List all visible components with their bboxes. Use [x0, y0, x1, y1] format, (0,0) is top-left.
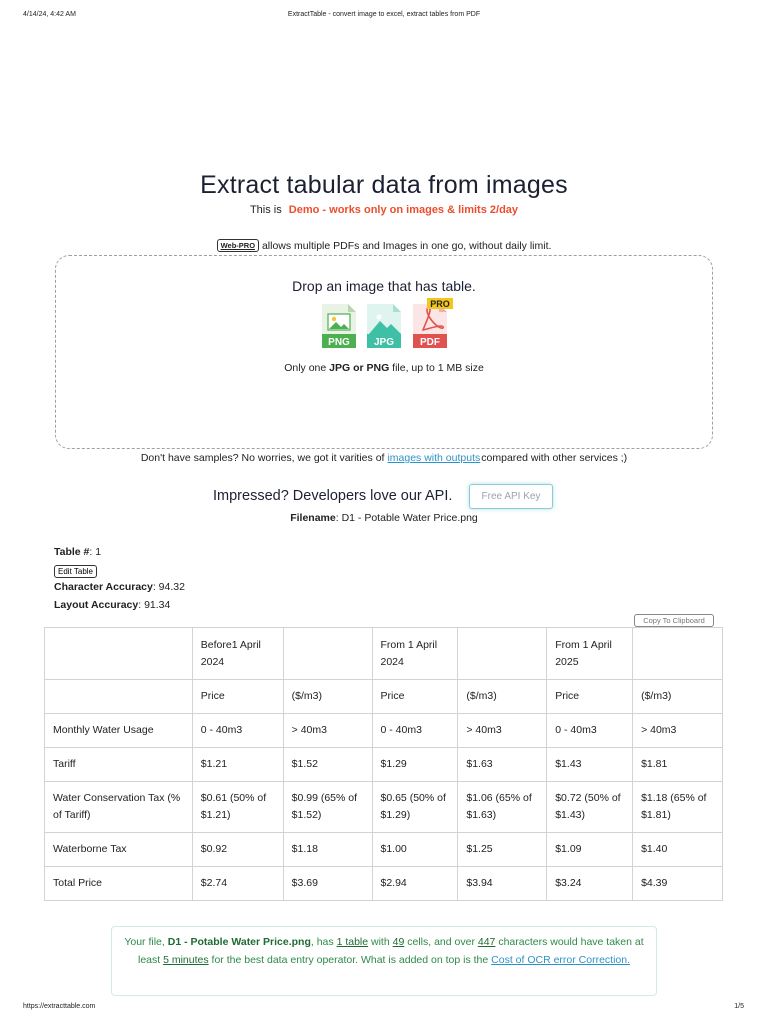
table-cell: $1.81 [633, 748, 723, 782]
table-row [45, 628, 723, 680]
extracted-table [44, 627, 723, 901]
table-cell: $2.74 [192, 867, 283, 901]
webpro-line [0, 239, 768, 252]
samples-line: Don't have samples? No worries, we got it varities of images with outputscompared with other services ;) [140, 452, 628, 464]
table-cell: $1.09 [547, 833, 633, 867]
samples-link[interactable]: images with outputs [387, 452, 481, 464]
table-cell: Total Price [45, 867, 193, 901]
table-cell: $4.39 [633, 867, 723, 901]
table-cell: 0 - 40m3 [192, 714, 283, 748]
table-row [45, 680, 723, 714]
table-cell: Monthly Water Usage [45, 714, 193, 748]
table-cell: 0 - 40m3 [547, 714, 633, 748]
table-cell: Before1 April 2024 [192, 628, 283, 680]
table-cell [45, 628, 193, 680]
table-cell [458, 628, 547, 680]
table-cell: $1.00 [372, 833, 458, 867]
table-cell: 0 - 40m3 [372, 714, 458, 748]
png-label: PNG [328, 337, 350, 348]
table-cell: $0.65 (50% of $1.29) [372, 782, 458, 833]
pdf-label: PDF [420, 337, 440, 348]
demo-line [0, 204, 768, 216]
table-cell: $0.99 (65% of $1.52) [283, 782, 372, 833]
table-cell: > 40m3 [283, 714, 372, 748]
file-note: Only one JPG or PNG file, up to 1 MB size [284, 362, 484, 374]
demo-note: Demo - works only on images & limits 2/day [288, 204, 519, 216]
jpg-label: JPG [373, 337, 395, 348]
table-cell: $0.61 (50% of $1.21) [192, 782, 283, 833]
table-row [45, 833, 723, 867]
webpro-text: allows multiple PDFs and Images in one go, without daily limit. [261, 240, 552, 252]
dropzone-title: Drop an image that has table. [292, 278, 476, 294]
table-cell: ($/m3) [458, 680, 547, 714]
character-accuracy: Character Accuracy: 94.32 [54, 581, 185, 593]
print-url: https://extracttable.com [23, 1003, 96, 1010]
api-promo-text: Impressed? Developers love our API. [213, 488, 453, 504]
file-formats: JPG or PNG [329, 362, 390, 374]
table-cell: $1.40 [633, 833, 723, 867]
table-cell: $1.21 [192, 748, 283, 782]
table-cell: $1.25 [458, 833, 547, 867]
table-cell: $3.69 [283, 867, 372, 901]
table-cell: Price [372, 680, 458, 714]
table-cell: From 1 April 2024 [372, 628, 458, 680]
table-cell: $1.18 [283, 833, 372, 867]
webpro-badge[interactable]: Web-PRO [217, 239, 259, 252]
table-cell: ($/m3) [633, 680, 723, 714]
table-cell: $0.72 (50% of $1.43) [547, 782, 633, 833]
summary-minutes: 5 minutes [163, 953, 209, 966]
table-row [45, 714, 723, 748]
table-cell: $1.52 [283, 748, 372, 782]
print-page-number: 1/5 [734, 1003, 744, 1010]
table-cell: From 1 April 2025 [547, 628, 633, 680]
png-file-icon [322, 304, 356, 348]
table-cell: > 40m3 [458, 714, 547, 748]
table-row [45, 748, 723, 782]
filename-label: Filename [290, 512, 336, 524]
image-dropzone[interactable] [55, 255, 713, 449]
ocr-cost-link[interactable]: Cost of OCR error Correction. [491, 953, 631, 966]
table-cell: $3.94 [458, 867, 547, 901]
table-cell: $3.24 [547, 867, 633, 901]
layout-accuracy: Layout Accuracy: 91.34 [54, 599, 171, 611]
demo-prefix: This is [249, 204, 282, 216]
table-cell: Price [192, 680, 283, 714]
table-number: Table #: 1 [54, 546, 102, 558]
table-cell: $0.92 [192, 833, 283, 867]
table-cell: $1.29 [372, 748, 458, 782]
free-api-key-button[interactable]: Free API Key [469, 484, 553, 509]
table-cell [45, 680, 193, 714]
table-cell: ($/m3) [283, 680, 372, 714]
file-type-icons [320, 299, 450, 350]
pro-badge: PRO [430, 299, 450, 309]
summary-char-count: 447 [477, 936, 496, 948]
page-title: Extract tabular data from images [200, 171, 568, 199]
table-cell: $2.94 [372, 867, 458, 901]
table-cell: $1.06 (65% of $1.63) [458, 782, 547, 833]
table-cell: Price [547, 680, 633, 714]
table-cell: $1.18 (65% of $1.81) [633, 782, 723, 833]
table-cell [283, 628, 372, 680]
filename-line [0, 512, 768, 524]
pdf-file-icon [413, 298, 453, 348]
edit-table-button[interactable]: Edit Table [54, 565, 97, 578]
print-date: 4/14/24, 4:42 AM [23, 11, 76, 18]
summary-filename: D1 - Potable Water Price.png [167, 936, 311, 948]
table-cell: Water Conservation Tax (% of Tariff) [45, 782, 193, 833]
filename-value: : D1 - Potable Water Price.png [335, 512, 478, 524]
table-cell: Waterborne Tax [45, 833, 193, 867]
summary-box: Your file, D1 - Potable Water Price.png, has 1 table with 49 cells, and over 447 characters would have taken at least 5 minutes for the best data entry operator. What is added on top is the Cost of OCR error Correction. [111, 926, 657, 996]
table-cell: $1.63 [458, 748, 547, 782]
table-cell: > 40m3 [633, 714, 723, 748]
summary-table-count: 1 table [336, 936, 369, 948]
jpg-file-icon [367, 304, 401, 348]
table-cell: Tariff [45, 748, 193, 782]
print-doc-title: ExtractTable - convert image to excel, extract tables from PDF [287, 11, 481, 18]
summary-cell-count: 49 [392, 936, 405, 948]
table-cell [633, 628, 723, 680]
table-row [45, 782, 723, 833]
table-cell: $1.43 [547, 748, 633, 782]
copy-to-clipboard-button[interactable]: Copy To Clipboard [634, 614, 714, 627]
print-header [0, 11, 768, 23]
table-row [45, 867, 723, 901]
